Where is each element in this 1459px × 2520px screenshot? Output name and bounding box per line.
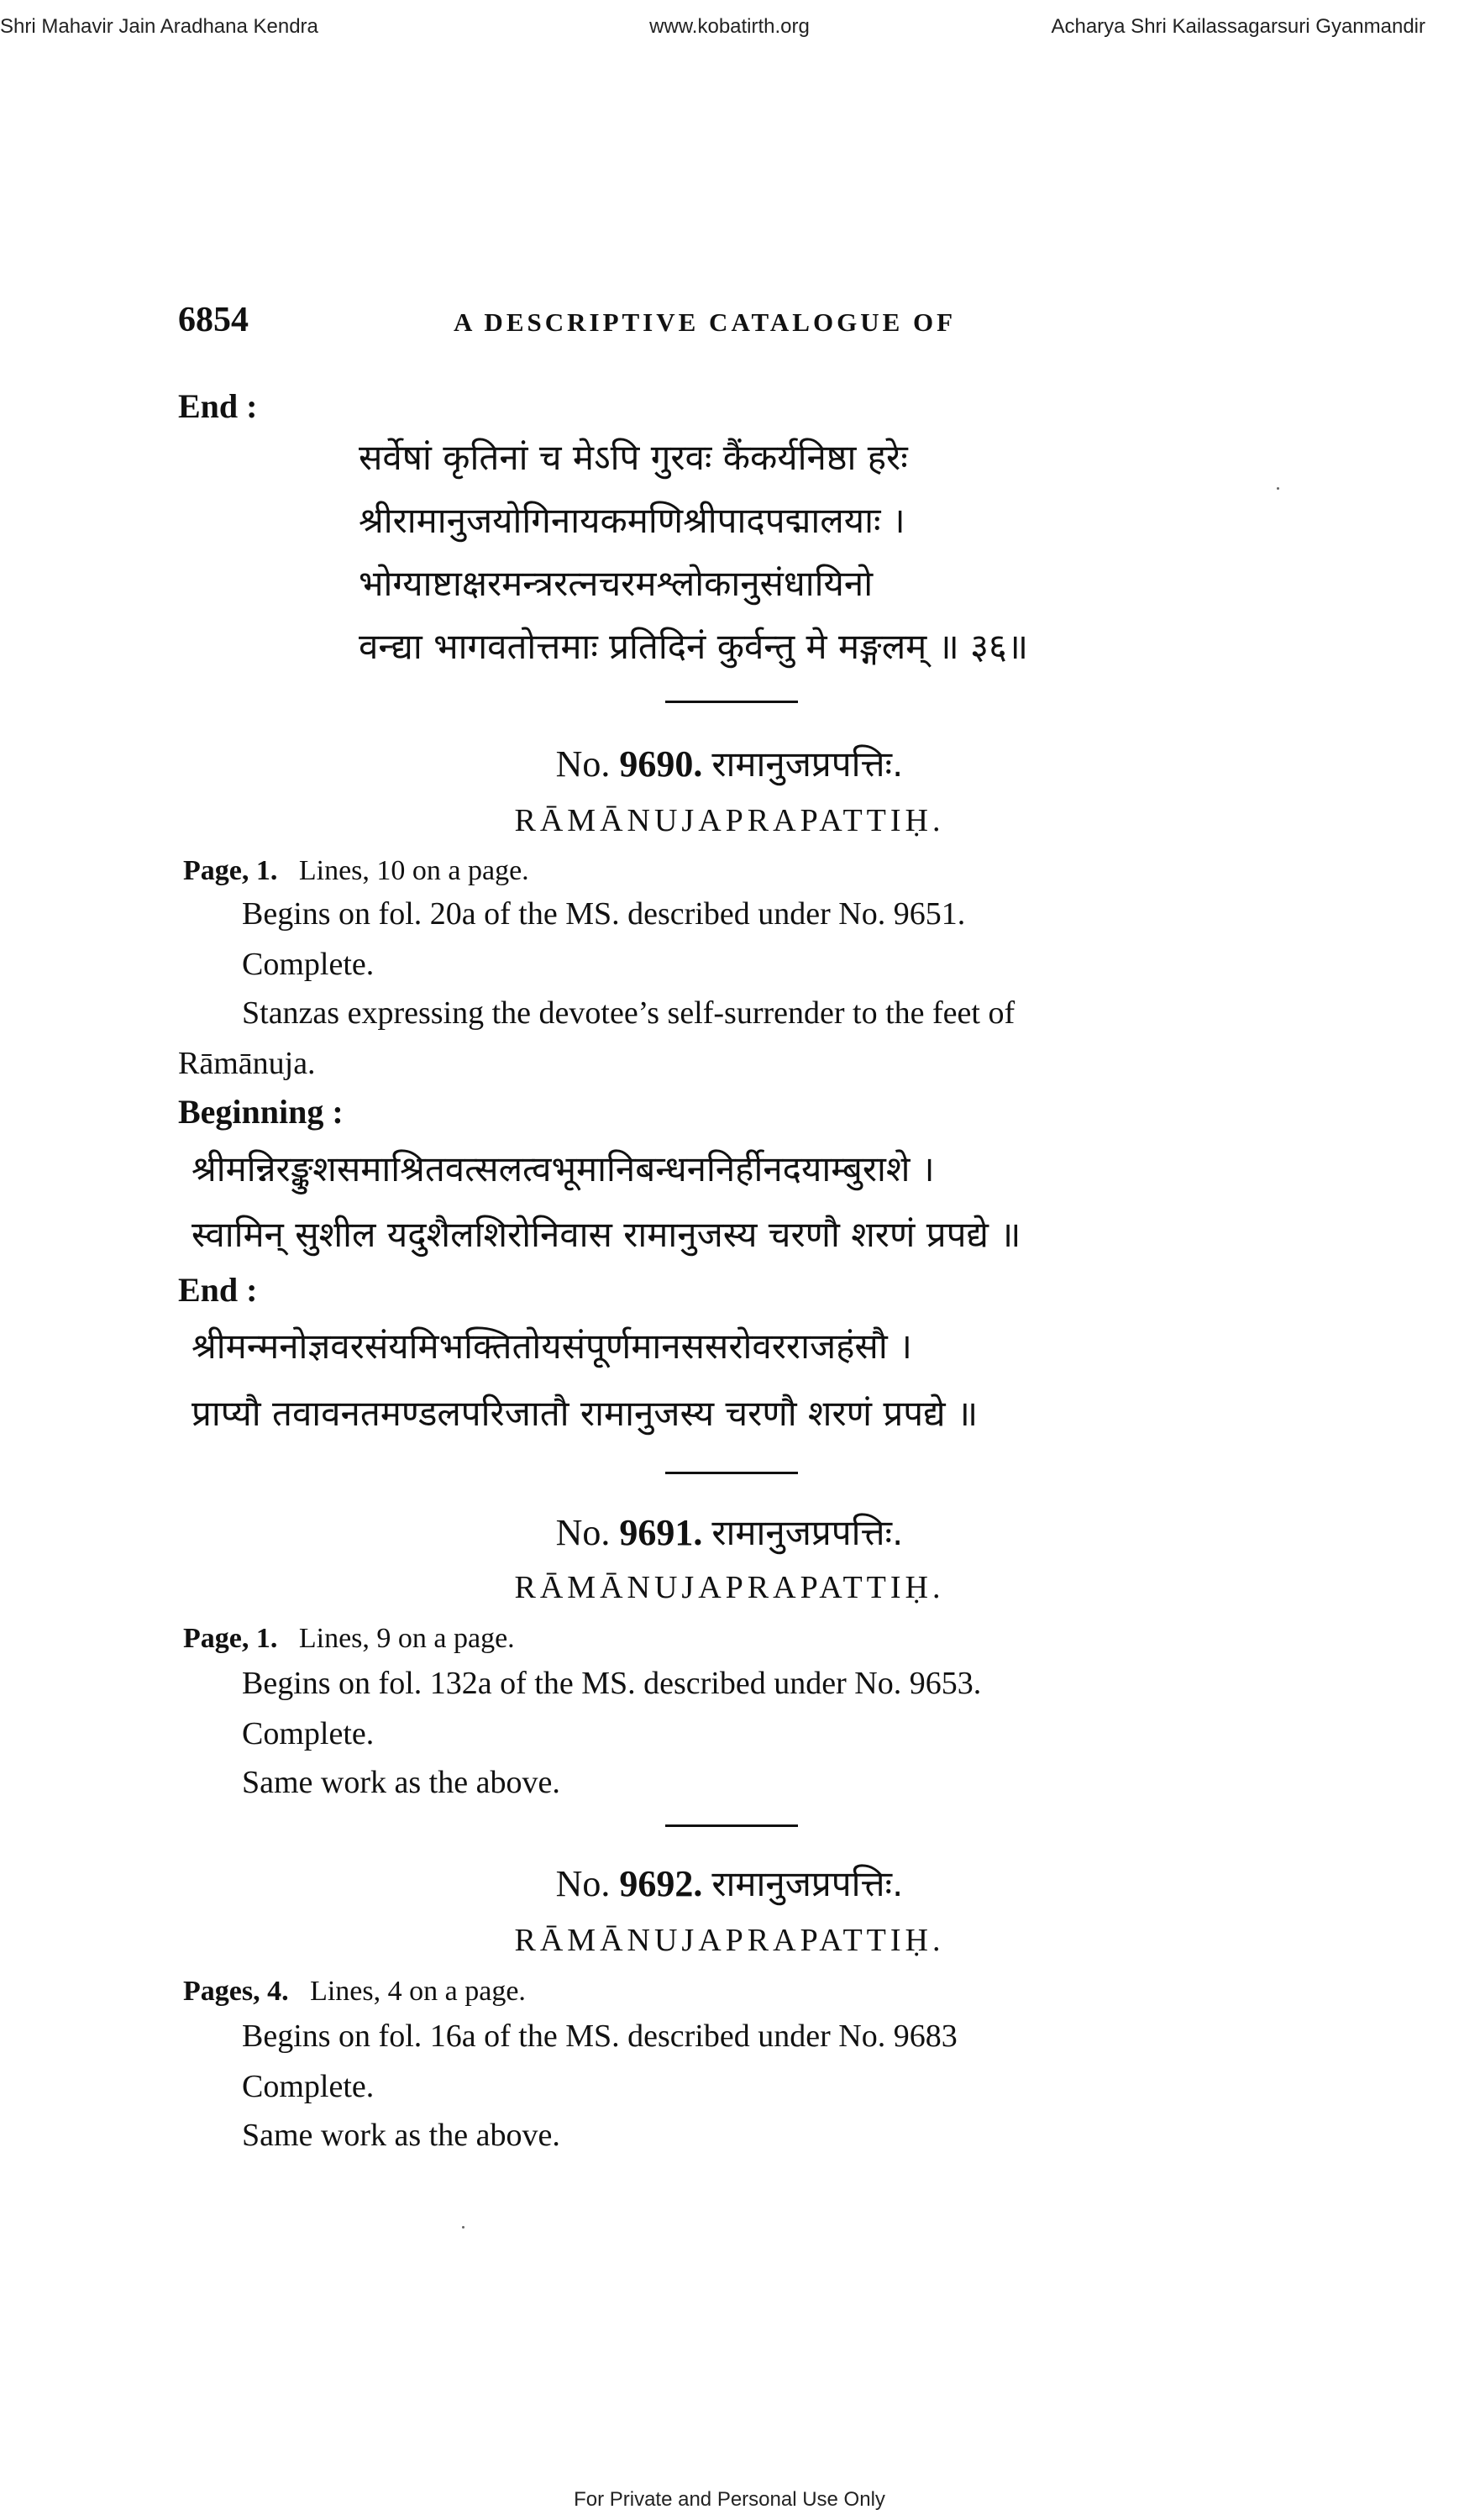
scan-speck bbox=[1277, 487, 1279, 490]
entry-title: RĀMĀNUJAPRAPATTIḤ. bbox=[514, 1570, 945, 1605]
entry-same-work: Same work as the above. bbox=[242, 1765, 560, 1800]
verse-line: सर्वेषां कृतिनां च मेऽपि गुरवः कैंकर्यनिष्ठा हरेः bbox=[359, 437, 908, 478]
entry-meta: Pages, 4. Lines, 4 on a page. bbox=[183, 1976, 526, 2007]
entry-heading-9691: No. 9691. रामानुजप्रपत्तिः. bbox=[555, 1512, 904, 1553]
entry-begins: Begins on fol. 132a of the MS. described under No. 9653. bbox=[242, 1666, 982, 1701]
verse-line: वन्द्या भागवतोत्तमाः प्रतिदिनं कुर्वन्तु मे मङ्गलम् ॥ ३६॥ bbox=[359, 626, 1028, 667]
entry-description: Stanzas expressing the devotee’s self-surrender to the feet of bbox=[242, 995, 1016, 1031]
verse-line: श्रीमन्निरङ्कुशसमाश्रितवत्सलत्वभूमानिबन्धननिर्हीनदयाम्बुराशे । bbox=[192, 1148, 935, 1189]
verse-line: भोग्याष्टाक्षरमन्त्ररत्नचरमश्लोकानुसंधायिनो bbox=[359, 563, 874, 604]
page-number: 6854 bbox=[178, 301, 249, 339]
site-header-left: Shri Mahavir Jain Aradhana Kendra bbox=[0, 15, 318, 38]
section-divider bbox=[665, 1472, 798, 1474]
entry-description-cont: Rāmānuja. bbox=[178, 1046, 316, 1081]
entry-complete: Complete. bbox=[242, 1716, 375, 1751]
entry-heading-9692: No. 9692. रामानुजप्रपत्तिः. bbox=[555, 1863, 904, 1904]
site-header-url[interactable]: www.kobatirth.org bbox=[649, 15, 810, 38]
page-footer: For Private and Personal Use Only bbox=[574, 2488, 885, 2511]
entry-begins: Begins on fol. 20a of the MS. described under No. 9651. bbox=[242, 896, 966, 932]
end-label: End : bbox=[178, 1271, 258, 1309]
verse-line: स्वामिन् सुशील यदुशैलशिरोनिवास रामानुजस्य चरणौ शरणं प्रपद्ये ॥ bbox=[192, 1214, 1021, 1255]
entry-meta: Page, 1. Lines, 10 on a page. bbox=[183, 855, 529, 886]
entry-same-work: Same work as the above. bbox=[242, 2118, 560, 2153]
entry-complete: Complete. bbox=[242, 947, 375, 982]
entry-heading-9690: No. 9690. रामानुजप्रपत्तिः. bbox=[555, 743, 904, 785]
entry-begins: Begins on fol. 16a of the MS. described under No. 9683 bbox=[242, 2019, 958, 2054]
section-divider bbox=[665, 701, 798, 703]
entry-meta: Page, 1. Lines, 9 on a page. bbox=[183, 1623, 515, 1654]
scan-speck bbox=[462, 2226, 464, 2229]
entry-title: RĀMĀNUJAPRAPATTIḤ. bbox=[514, 803, 945, 838]
verse-line: श्रीरामानुजयोगिनायकमणिश्रीपादपद्मालयाः । bbox=[359, 500, 905, 541]
entry-title: RĀMĀNUJAPRAPATTIḤ. bbox=[514, 1923, 945, 1958]
verse-line: प्राप्यौ तवावनतमण्डलपरिजातौ रामानुजस्य चरणौ शरणं प्रपद्ये ॥ bbox=[192, 1393, 979, 1434]
end-label-top: End : bbox=[178, 387, 258, 425]
section-divider bbox=[665, 1824, 798, 1827]
entry-complete: Complete. bbox=[242, 2069, 375, 2104]
site-header-right: Acharya Shri Kailassagarsuri Gyanmandir bbox=[1051, 15, 1425, 38]
beginning-label: Beginning : bbox=[178, 1093, 344, 1131]
verse-line: श्रीमन्मनोज्ञवरसंयमिभक्तितोयसंपूर्णमानससरोवरराजहंसौ । bbox=[192, 1326, 912, 1367]
running-head: A DESCRIPTIVE CATALOGUE OF bbox=[454, 307, 957, 337]
